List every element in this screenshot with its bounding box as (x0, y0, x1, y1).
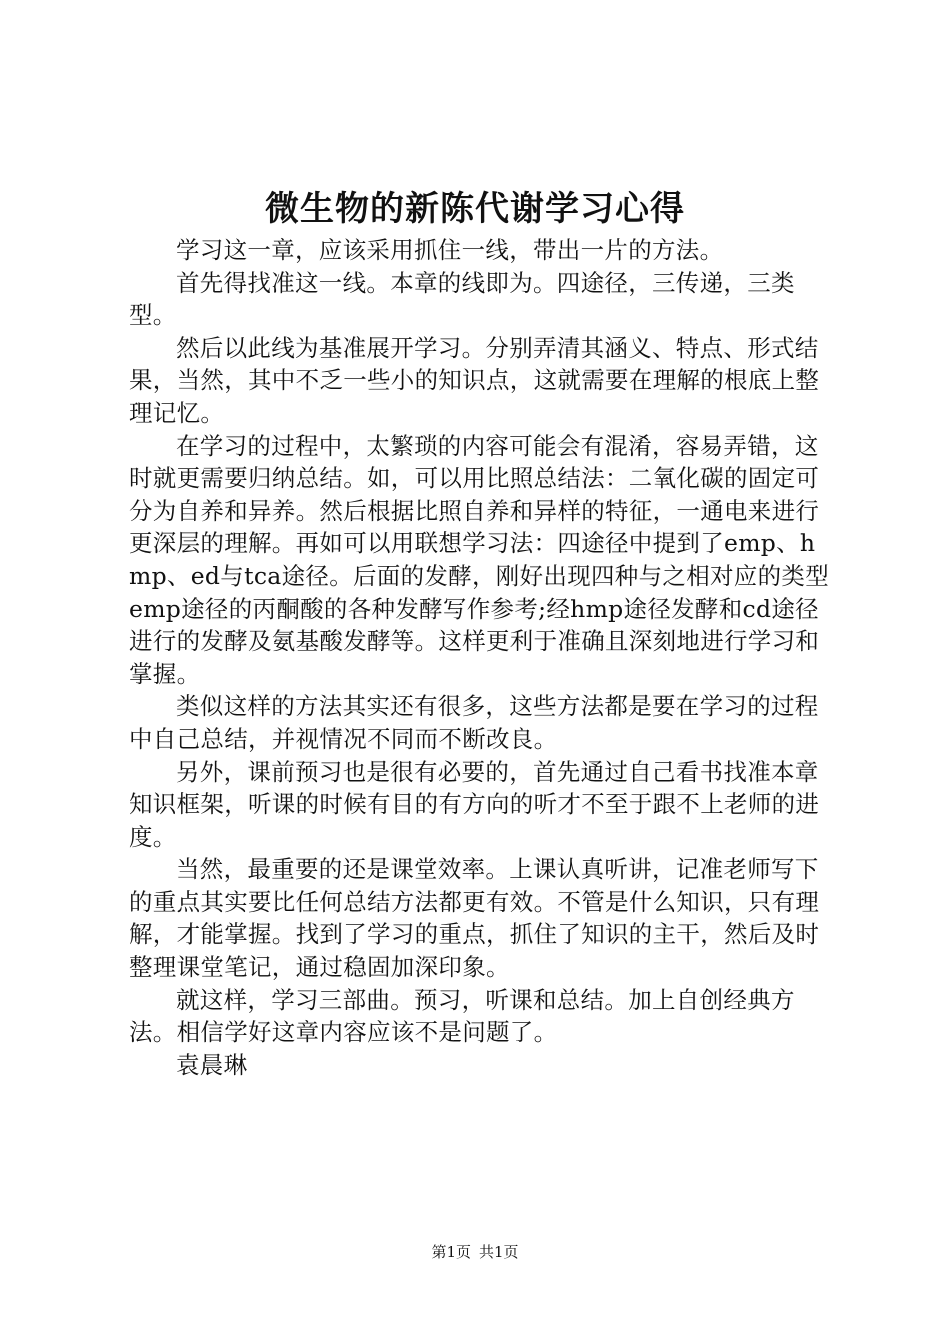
paragraph-similar-methods: 类似这样的方法其实还有很多，这些方法都是要在学习的过程中自己总结，并视情况不同而不断改良。 (129, 692, 819, 753)
page-total: 共1页 (479, 1243, 519, 1261)
page-number: 第1页 (431, 1243, 471, 1261)
author-name: 袁晨琳 (176, 1050, 248, 1079)
document-title: 微生物的新陈代谢学习心得 (265, 189, 685, 229)
paragraph-summary-methods: 在学习的过程中，太繁琐的内容可能会有混淆，容易弄错，这时就更需要归纳总结。如，可以用比照总结法：二氧化碳的固定可分为自养和异养。然后根据比照自养和异样的特征，一通电来进行更深层的理解。再如可以用联想学习法：四途径中提到了emp、hmp、ed与tca途径。后面的发酵，刚好出现四种与之相对应的类型emp途径的丙酮酸的各种发酵写作参考;经hmp途径发酵和cd途径进行的发酵及氨基酸发酵等。这样更利于准确且深刻地进行学习和掌握。 (129, 431, 829, 688)
document-body (129, 234, 829, 1081)
paragraph-study-base: 然后以此线为基准展开学习。分别弄清其涵义、特点、形式结果，当然，其中不乏一些小的知识点，这就需要在理解的根底上整理记忆。 (129, 333, 820, 427)
paragraph-preview: 另外，课前预习也是很有必要的，首先通过自己看书找准本章知识框架，听课的时候有目的有方向的听才不至于跟不上老师的进度。 (129, 757, 820, 851)
paragraph-main-line: 首先得找准这一线。本章的线即为。四途径，三传递，三类型。 (129, 268, 795, 330)
page-footer (0, 1242, 950, 1262)
paragraph-intro: 学习这一章，应该采用抓住一线，带出一片的方法。 (176, 236, 724, 264)
paragraph-conclusion: 就这样，学习三部曲。预习，听课和总结。加上自创经典方法。相信学好这章内容应该不是问题了。 (129, 985, 795, 1047)
paragraph-class-efficiency: 当然，最重要的还是课堂效率。上课认真听讲，记准老师写下的重点其实要比任何总结方法都更有效。不管是什么知识，只有理解，才能掌握。找到了学习的重点，抓住了知识的主干，然后及时整理课堂笔记，通过稳固加深印象。 (129, 855, 820, 982)
